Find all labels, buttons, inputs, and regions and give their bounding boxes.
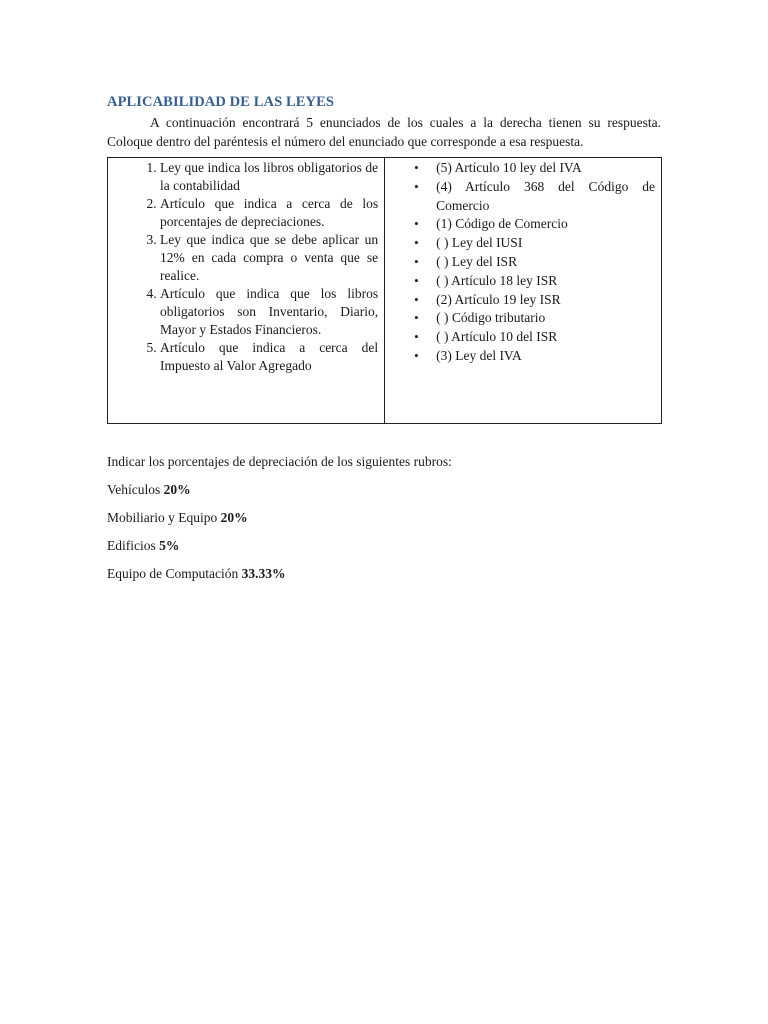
page-title: APLICABILIDAD DE LAS LEYES bbox=[107, 94, 335, 110]
document-page bbox=[107, 94, 661, 582]
bullet-icon: • bbox=[414, 272, 419, 288]
depreciation-row bbox=[107, 566, 661, 582]
depreciation-title: Indicar los porcentajes de depreciación de los siguientes rubros: bbox=[107, 454, 452, 469]
answer-text: (3) Ley del IVA bbox=[436, 347, 522, 363]
answer-text: (1) Código de Comercio bbox=[436, 216, 568, 232]
bullet-icon: • bbox=[414, 253, 419, 269]
depreciation-label: Equipo de Computación bbox=[107, 566, 239, 581]
answer-item bbox=[414, 215, 655, 234]
bullet-icon: • bbox=[414, 347, 419, 363]
depreciation-label: Edificios bbox=[107, 538, 156, 553]
statements-list bbox=[108, 159, 384, 375]
answer-item bbox=[414, 272, 655, 291]
depreciation-row bbox=[107, 538, 661, 554]
answer-item bbox=[414, 253, 655, 272]
bullet-icon: • bbox=[414, 291, 419, 307]
bullet-icon: • bbox=[414, 310, 419, 326]
statement-item: 4. Artículo que indica que los libros obligatorios son Inventario, Diario, Mayor y Estados Financieros. bbox=[160, 285, 378, 339]
statement-item: 1. Ley que indica los libros obligatorios de la contabilidad bbox=[160, 159, 378, 195]
bullet-icon: • bbox=[414, 216, 419, 232]
depreciation-label: Mobiliario y Equipo bbox=[107, 510, 218, 525]
statements-column bbox=[108, 158, 385, 424]
matching-table bbox=[107, 157, 662, 424]
answers-column bbox=[385, 158, 662, 424]
depreciation-label: Vehículos bbox=[107, 482, 161, 497]
answer-item bbox=[414, 159, 655, 178]
bullet-icon: • bbox=[414, 329, 419, 345]
answer-item bbox=[414, 234, 655, 253]
answer-item bbox=[414, 347, 655, 366]
statement-item: 3. Ley que indica que se debe aplicar un 12% en cada compra o venta que se realice. bbox=[160, 231, 378, 285]
bullet-icon: • bbox=[414, 160, 419, 175]
depreciation-value: 20% bbox=[163, 482, 191, 497]
intro-paragraph: A continuación encontrará 5 enunciados de los cuales a la derecha tienen su respuesta. Coloque dentro del paréntesis el número del enunciado que corresponde a esa respuesta. bbox=[107, 115, 661, 149]
depreciation-value: 33.33% bbox=[241, 566, 286, 581]
answer-text: ( ) Artículo 18 ley ISR bbox=[436, 272, 558, 288]
depreciation-row bbox=[107, 510, 661, 526]
answer-text: ( ) Artículo 10 del ISR bbox=[436, 329, 558, 345]
bullet-icon: • bbox=[414, 235, 419, 251]
answer-text: ( ) Ley del ISR bbox=[436, 253, 518, 269]
answer-item bbox=[414, 178, 655, 216]
depreciation-value: 20% bbox=[220, 510, 248, 525]
answer-text: (5) Artículo 10 ley del IVA bbox=[436, 160, 582, 175]
answers-list bbox=[385, 159, 661, 366]
depreciation-value: 5% bbox=[159, 538, 180, 553]
answer-item bbox=[414, 291, 655, 310]
bullet-icon: • bbox=[414, 178, 419, 194]
answer-text: ( ) Código tributario bbox=[436, 310, 546, 326]
answer-item bbox=[414, 309, 655, 328]
answer-text: (4) Artículo 368 del Código de Comercio bbox=[436, 178, 655, 213]
answer-item bbox=[414, 328, 655, 347]
answer-text: ( ) Ley del IUSI bbox=[436, 235, 523, 251]
depreciation-row bbox=[107, 482, 661, 498]
statement-item: 2. Artículo que indica a cerca de los porcentajes de depreciaciones. bbox=[160, 195, 378, 231]
statement-item: 5. Artículo que indica a cerca del Impuesto al Valor Agregado bbox=[160, 339, 378, 375]
answer-text: (2) Artículo 19 ley ISR bbox=[436, 291, 561, 307]
